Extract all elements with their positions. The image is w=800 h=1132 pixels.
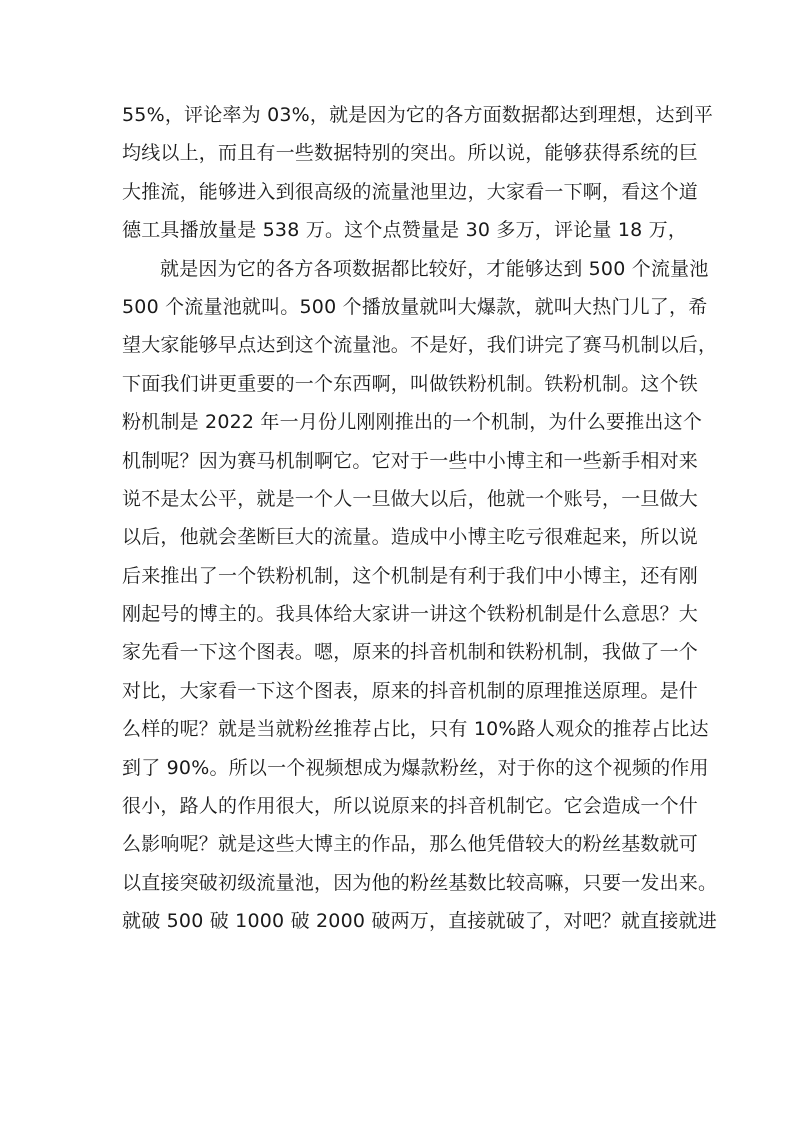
text-line: 很小，路人的作用很大，所以说原来的抖音机制它。它会造成一个什 bbox=[122, 795, 699, 818]
text-line: 55%，评论率为 03%，就是因为它的各方面数据都达到理想，达到平 bbox=[122, 104, 714, 126]
text-line: 就破 500 破 1000 破 2000 破两万，直接就破了，对吧？就直接就进 bbox=[122, 910, 718, 933]
text-line: 望大家能够早点达到这个流量池。不是好，我们讲完了赛马机制以后， bbox=[122, 334, 718, 357]
text-line: 刚起号的博主的。我具体给大家讲一讲这个铁粉机制是什么意思？大 bbox=[122, 603, 699, 626]
text-line: 均线以上，而且有一些数据特别的突出。所以说，能够获得系统的巨 bbox=[122, 142, 699, 165]
text-line: 以后，他就会垄断巨大的流量。造成中小博主吃亏很难起来，所以说 bbox=[122, 526, 699, 549]
text-line: 到了 90%。所以一个视频想成为爆款粉丝，对于你的这个视频的作用 bbox=[122, 756, 709, 779]
body-text bbox=[122, 96, 718, 941]
text-line: 对比，大家看一下这个图表，原来的抖音机制的原理推送原理。是什 bbox=[122, 679, 699, 702]
text-line: 么样的呢？就是当就粉丝推荐占比，只有 10%路人观众的推荐占比达 bbox=[122, 718, 709, 741]
text-line: 说不是太公平，就是一个人一旦做大以后，他就一个账号，一旦做大 bbox=[122, 487, 699, 510]
text-line: 以直接突破初级流量池，因为他的粉丝基数比较高嘛，只要一发出来。 bbox=[122, 871, 718, 894]
text-line: 德工具播放量是 538 万。这个点赞量是 30 多万，评论量 18 万， bbox=[122, 219, 688, 242]
text-line: 后来推出了一个铁粉机制，这个机制是有利于我们中小博主，还有刚 bbox=[122, 564, 699, 587]
text-line: 粉机制是 2022 年一月份儿刚刚推出的一个机制，为什么要推出这个 bbox=[122, 411, 703, 434]
text-line: 么影响呢？就是这些大博主的作品，那么他凭借较大的粉丝基数就可 bbox=[122, 833, 699, 856]
text-line: 500 个流量池就叫。500 个播放量就叫大爆款，就叫大热门儿了，希 bbox=[122, 295, 708, 318]
text-line: 机制呢？因为赛马机制啊它。它对于一些中小博主和一些新手相对来 bbox=[122, 449, 699, 472]
text-line: 大推流，能够进入到很高级的流量池里边，大家看一下啊，看这个道 bbox=[122, 180, 699, 203]
text-line: 家先看一下这个图表。嗯，原来的抖音机制和铁粉机制，我做了一个 bbox=[122, 641, 699, 664]
text-line: 下面我们讲更重要的一个东西啊，叫做铁粉机制。铁粉机制。这个铁 bbox=[122, 372, 699, 395]
paragraph-first-line: 就是因为它的各方各项数据都比较好，才能够达到 500 个流量池 bbox=[160, 257, 709, 280]
